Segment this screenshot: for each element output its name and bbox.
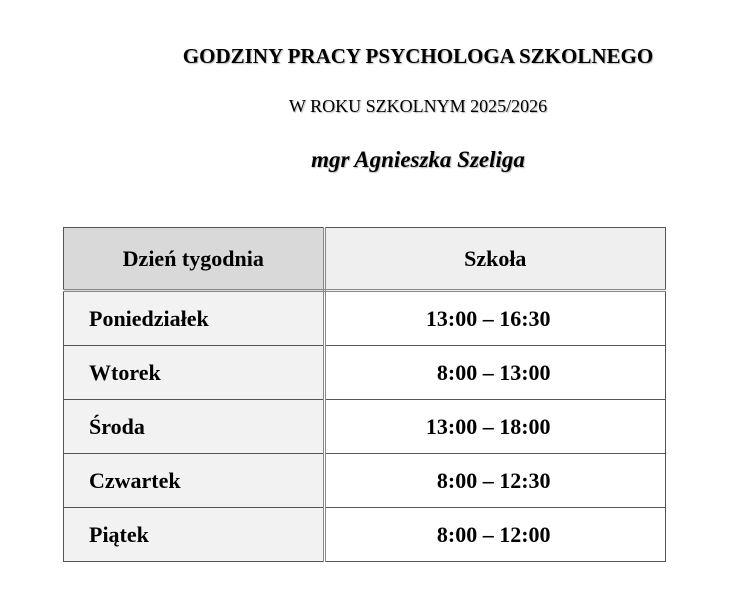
- office-hours-table: [63, 227, 666, 562]
- psychologist-name: mgr Agnieszka Szeliga: [311, 147, 525, 172]
- hours-text: 8:00 – 12:30: [436, 467, 551, 493]
- hours-text: 13:00 – 18:00: [425, 413, 551, 439]
- day-cell: Czwartek: [64, 454, 325, 508]
- table-row: [64, 291, 666, 346]
- table-row: [64, 454, 666, 508]
- day-cell: Poniedziałek: [64, 291, 325, 346]
- table-row: [64, 346, 666, 400]
- school-year-subtitle: W ROKU SZKOLNYM 2025/2026: [288, 96, 548, 116]
- document-title: GODZINY PRACY PSYCHOLOGA SZKOLNEGO: [182, 44, 654, 68]
- hours-text: 8:00 – 13:00: [436, 359, 551, 385]
- hours-cell: [324, 346, 665, 400]
- hours-cell: [324, 454, 665, 508]
- day-cell: Wtorek: [64, 346, 325, 400]
- header-day-of-week: Dzień tygodnia: [64, 228, 325, 291]
- header-school: Szkoła: [324, 228, 665, 291]
- day-cell: Środa: [64, 400, 325, 454]
- hours-cell: [324, 508, 665, 562]
- table-row: [64, 400, 666, 454]
- day-cell: Piątek: [64, 508, 325, 562]
- hours-cell: [324, 291, 665, 346]
- table-row: [64, 508, 666, 562]
- hours-text: 13:00 – 16:30: [425, 305, 551, 331]
- hours-cell: [324, 400, 665, 454]
- hours-text: 8:00 – 12:00: [436, 521, 551, 547]
- table-header-row: [64, 228, 666, 291]
